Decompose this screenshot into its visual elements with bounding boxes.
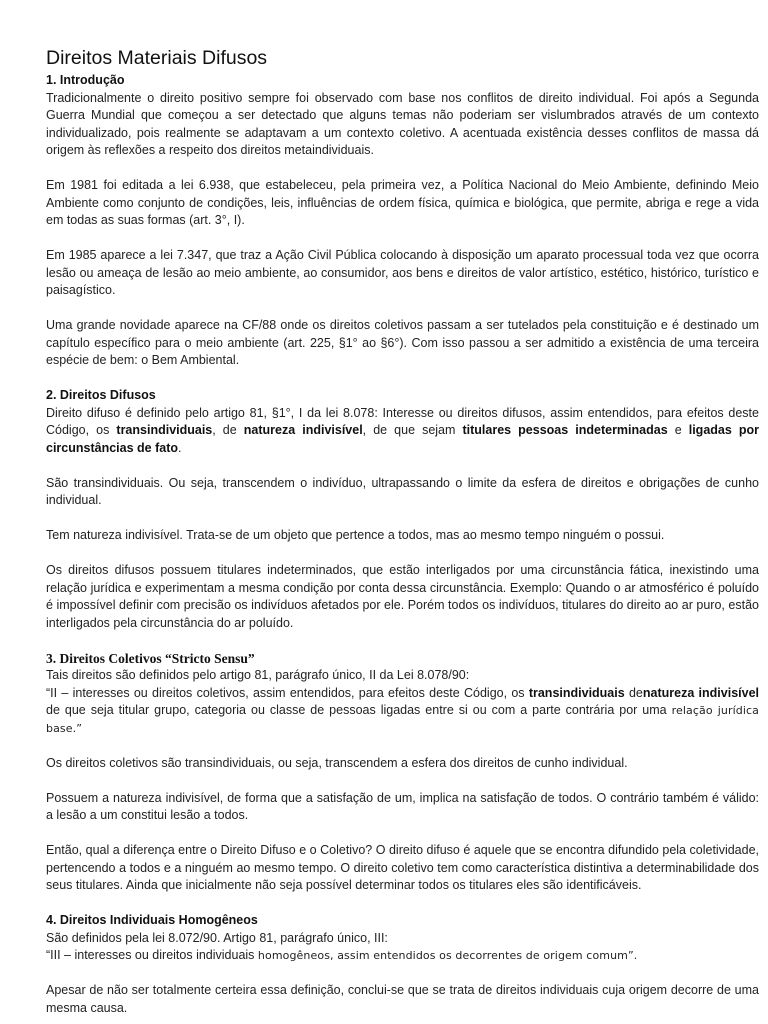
section-1-paragraph-2: Em 1981 foi editada a lei 6.938, que estabeleceu, pela primeira vez, a Política Nacional do Meio Ambiente, definindo Meio Ambiente como conjunto de condições, leis, influências de ordem física, química e biológica, que permite, abriga e rege a vida em todas as suas formas (art. 3°, I).: [46, 178, 759, 227]
bold-term: natureza indivisível: [243, 423, 363, 437]
section-4-heading: 4. Direitos Individuais Homogêneos: [46, 913, 258, 927]
section-4-quote: [46, 947, 759, 965]
text-run: de: [624, 685, 643, 700]
section-3-paragraph-1: Tais direitos são definidos pelo artigo 81, parágrafo único, II da Lei 8.078/90:: [46, 668, 470, 682]
section-3-paragraph-4: Então, qual a diferença entre o Direito Difuso e o Coletivo? O direito difuso é aquele que se encontra difundido pela coletividade, pertencendo a todos e a ninguém ao mesmo tempo. O direito coletivo tem como característica distintiva a determinabilidade dos seus titulares. Ainda que inicialmente não seja possível determinar todos os titulares eles são identificáveis.: [46, 843, 759, 892]
section-2-paragraph-3: Tem natureza indivisível. Trata-se de um objeto que pertence a todos, mas ao mesmo tempo ninguém o possui.: [46, 528, 665, 542]
text-run: de que seja titular grupo, categoria ou classe de pessoas ligadas entre si ou com a parte contrária por uma: [46, 703, 672, 717]
section-4-paragraph-2: Apesar de não ser totalmente certeira essa definição, conclui-se que se trata de direitos individuais cuja origem decorre de uma mesma causa.: [46, 983, 759, 1015]
section-3-quote: [46, 685, 759, 738]
text-run: .: [178, 440, 182, 455]
text-run: relação jurídica base.”: [46, 704, 759, 735]
section-3-paragraph-3: Possuem a natureza indivisível, de forma que a satisfação de um, implica na satisfação de todos. O contrário também é válido: a lesão a um constitui lesão a todos.: [46, 790, 759, 822]
bold-term: transindividuais: [116, 423, 213, 437]
text-run: , de que sejam: [362, 423, 463, 437]
section-2-paragraph-2: São transindividuais. Ou seja, transcendem o indivíduo, ultrapassando o limite da esfera de direitos e obrigações de cunho individual.: [46, 475, 759, 507]
section-2-paragraph-4: Os direitos difusos possuem titulares indeterminados, que estão interligados por uma circunstância fática, inexistindo uma relação jurídica e experimentam a mesma condição por conta dessa circunstância. Exemplo: Quando o ar atmosférico é poluído é impossível definir com precisão os indivíduos afetados por ele. Porém todos os indivíduos, titulares do direito ao ar puro, estão interligados pela circunstância do ar poluído.: [46, 563, 759, 630]
section-1-paragraph-4: Uma grande novidade aparece na CF/88 onde os direitos coletivos passam a ser tutelados pela constituição e é destinado um capítulo específico para o meio ambiente (art. 225, §1° ao §6°). Com isso passou a ser admitido a existência de uma terceira espécie de bem: o Bem Ambiental.: [46, 318, 759, 367]
section-1-heading: 1. Introdução: [46, 73, 125, 87]
text-run: “II – interesses ou direitos coletivos, assim entendidos, para efeitos deste Código, os: [46, 685, 529, 700]
text-run: homogêneos, assim entendidos os decorrentes de origem comum”.: [257, 949, 638, 962]
bold-term: natureza indivisível: [642, 685, 759, 700]
bold-term: titulares pessoas indeterminadas: [462, 423, 668, 437]
document-title: Direitos Materiais Difusos: [46, 47, 268, 69]
section-1-paragraph-1: Tradicionalmente o direito positivo sempre foi observado com base nos conflitos de direito individual. Foi após a Segunda Guerra Mundial que começou a ser detectado que alguns temas não poderiam ser vislumbrados através de um contexto individualizado, pois realmente se adaptavam a um contexto coletivo. A acentuada existência desses conflitos de massa dá origem às reflexões a respeito dos direitos metaindividuais.: [46, 90, 759, 157]
text-run: , de: [212, 423, 244, 437]
section-3-heading: 3. Direitos Coletivos “Stricto Sensu”: [46, 650, 255, 666]
bold-term: transindividuais: [528, 685, 625, 700]
bold-term: ligadas por circunstâncias de fato: [46, 423, 760, 455]
section-4-paragraph-1: São definidos pela lei 8.072/90. Artigo 81, parágrafo único, III:: [46, 930, 388, 945]
section-3-paragraph-2: Os direitos coletivos são transindividuais, ou seja, transcendem a esfera dos direitos de cunho individual.: [46, 755, 628, 770]
text-run: “III – interesses ou direitos individuais: [46, 948, 258, 962]
text-run: e: [667, 423, 689, 437]
section-2-heading: 2. Direitos Difusos: [46, 388, 156, 402]
section-2-paragraph-1: [46, 405, 759, 458]
text-run: Direito difuso é definido pelo artigo 81, §1°, I da lei 8.078: Interesse ou direitos difusos, assim entendidos, para efeitos deste Código, os: [46, 405, 759, 437]
section-1-paragraph-3: Em 1985 aparece a lei 7.347, que traz a Ação Civil Pública colocando à disposição um aparato processual toda vez que ocorra lesão ou ameaça de lesão ao meio ambiente, ao consumidor, aos bens e direitos de valor artístico, estético, histórico, turístico e paisagístico.: [46, 248, 759, 297]
